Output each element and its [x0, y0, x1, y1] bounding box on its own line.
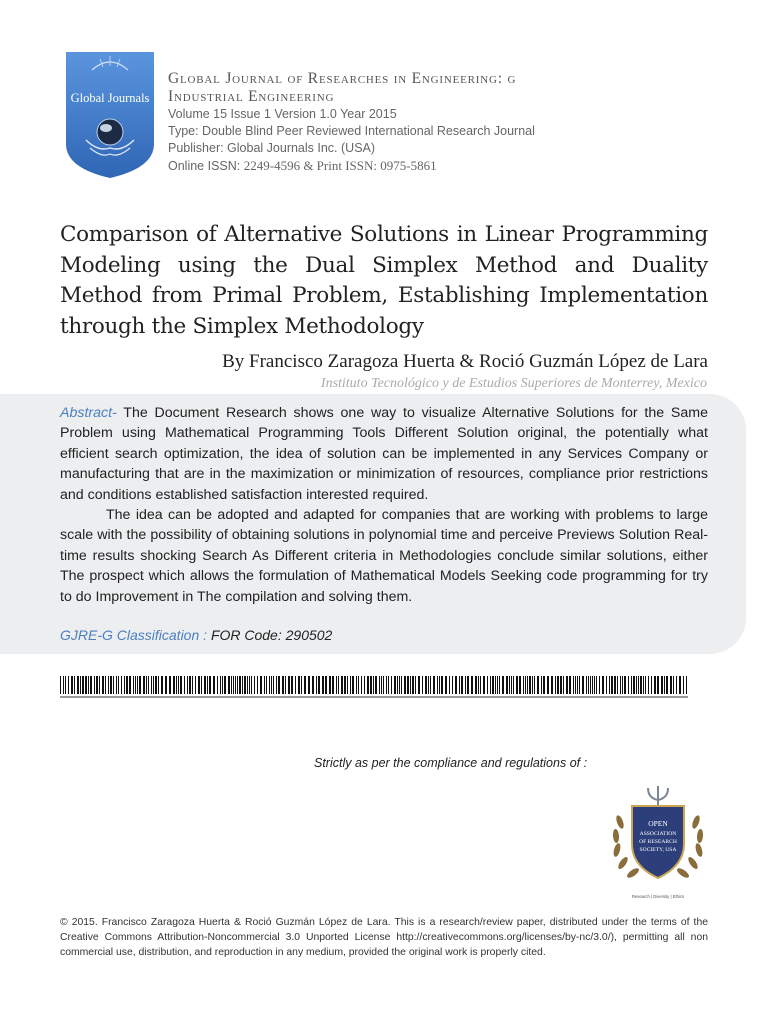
publisher-line: Publisher: Global Journals Inc. (USA)	[168, 141, 376, 155]
abstract-paragraph-1	[60, 403, 708, 505]
seal-line-4: SOCIETY, USA	[639, 847, 677, 853]
issn-prefix: Online ISSN:	[168, 159, 244, 173]
seal-line-2: ASSOCIATION	[639, 831, 677, 837]
seal-line-3: OF RESEARCH	[639, 839, 677, 845]
license-footer: © 2015. Francisco Zaragoza Huerta & Roció Guzmán López de Lara. This is a research/review paper, distributed under the terms of the Creative Commons Attribution-Noncommercial 3.0 Unported License http://creativecommons.org/licenses/by-nc/3.0/), permitting all non commercial use, distribution, and reproduction in any medium, provided the original work is properly cited.	[60, 917, 708, 958]
seal-line-1: OPEN	[648, 819, 668, 828]
issn-line	[168, 157, 688, 175]
author-affiliation: Instituto Tecnológico y de Estudios Superiores de Monterrey, Mexico	[320, 376, 707, 391]
logo-text: Global Journals	[70, 91, 150, 105]
seal-motto: Research | Diversity | Ethics	[631, 894, 685, 899]
abstract-text-1: The Document Research shows one way to visualize Alternative Solutions for the Same Problem using Mathematical Programming Tools Different Solution original, the potentially what efficient search optimization, the idea of solution can be implemented in any Services Company or manufacturing that are in the maximization or minimization of resources, compliance prior restrictions and conditions established satisfaction interested required.	[60, 405, 708, 503]
abstract-label: Abstract-	[60, 405, 117, 421]
article-title: Comparison of Alternative Solutions in Linear Programming Modeling using the Dual Simplex Method and Duality Method from Primal Problem, Establishing Implementation through the Simplex Methodology	[60, 222, 708, 339]
type-line: Type: Double Blind Peer Reviewed International Research Journal	[168, 124, 535, 138]
globe-icon	[97, 119, 123, 145]
global-journals-logo	[62, 48, 158, 180]
journal-header	[168, 70, 688, 175]
open-association-seal	[606, 782, 710, 902]
journal-name-line1: Global Journal of Researches in Engineering: g	[168, 70, 517, 87]
journal-name-line2: Industrial Engineering	[168, 88, 335, 105]
classification-code: FOR Code: 290502	[210, 627, 333, 643]
classification-label: GJRE-G Classification :	[60, 627, 211, 643]
volume-line: Volume 15 Issue 1 Version 1.0 Year 2015	[168, 107, 397, 121]
article-authors: By Francisco Zaragoza Huerta & Roció Guzmán López de Lara	[222, 351, 708, 372]
compliance-text: Strictly as per the compliance and regulations of :	[314, 756, 588, 770]
classification	[60, 627, 332, 643]
abstract	[60, 403, 708, 607]
barcode	[60, 676, 688, 700]
abstract-paragraph-2: The idea can be adopted and adapted for companies that are working with problems to large scale with the possibility of obtaining solutions in polynomial time and perceive Previews Solution Real-time results shocking Search As Different criteria in Methodologies conclude similar solutions, either The prospect which allows the formulation of Mathematical Models Seeking code programming for try to do Improvement in The compilation and solving them.	[60, 507, 708, 605]
trident-icon	[648, 786, 668, 808]
issn-text: 2249-4596 & Print ISSN: 0975-5861	[243, 158, 437, 173]
